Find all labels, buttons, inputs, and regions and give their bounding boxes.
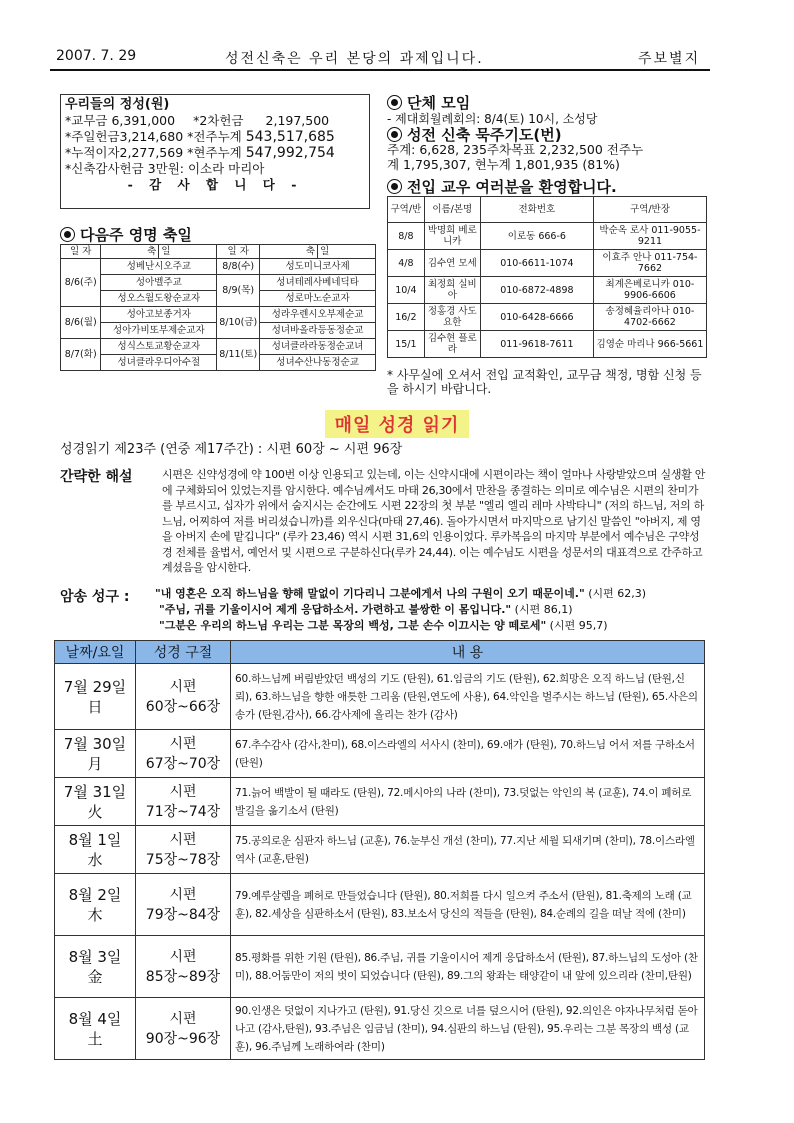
reading-row: 8월 2일 木 시편 79장~84장 79.예루살렘을 폐허로 만들었습니다 (탄원), 80.저희를 다시 일으켜 주소서 (탄원), 81.축제의 노래 (교훈), 82.세상을 심판하소서 (탄원), 83.보소서 당신의 적들을 (탄원), 84.순례의 길을 떠날 적에 (찬미) — [55, 874, 705, 936]
offering-special: *신축감사헌금 3만원: 이소라 마리아 — [65, 161, 265, 176]
radio-bullet-icon — [387, 127, 402, 142]
reading-table — [54, 640, 705, 1060]
feast-heading: 다음주 영명 축일 — [60, 224, 192, 245]
radio-bullet-icon — [60, 227, 75, 242]
prayer-heading: 성전 신축 묵주기도(번) — [387, 124, 562, 145]
explanation-label: 간략한 해설 — [60, 469, 133, 485]
reading-row: 8월 4일 土 시편 90장~96장 90.인생은 덧없이 지나가고 (탄원), 91.당신 깃으로 너를 덮으시어 (탄원), 92.의인은 야자나무처럼 돋아나고 (감사,탄원), 93.주님은 임금님 (찬미), 94.심판의 하느님 (탄원), 95.우리는 그분 목장의 백성 (교훈), 96.주님께 노래하여라 (찬미) — [55, 998, 705, 1060]
reading-row: 7월 30일 月 시편 67장~70장 67.추수감사 (감사,찬미), 68.이스라엘의 서사시 (찬미), 69.애가 (탄원), 70.하느님 어서 저를 구하소서 (탄원) — [55, 730, 705, 778]
welcome-note: * 사무실에 오셔서 전입 교적확인, 교무금 책정, 명함 신청 등을 하시기 바랍니다. — [387, 368, 702, 396]
reading-row: 7월 29일 日 시편 60장~66장 60.하느님께 버림받았던 백성의 기도 (탄원), 61.임금의 기도 (탄원), 62.희망은 오직 하느님 (탄원,신뢰), 63.하느님을 향한 애틋한 그리움 (탄원,연도에 사용), 64.악인을 벌주시는 하느님 (탄원), 65.사은의 송가 (탄원,감사), 66.감사제에 올리는 찬가 (감사) — [55, 664, 705, 730]
offering-thanks: - 감 사 합 니 다 - — [127, 177, 303, 192]
header-divider — [50, 69, 710, 71]
header-supplement: 주보별지 — [638, 51, 701, 67]
page-header — [50, 46, 710, 68]
radio-bullet-icon — [387, 179, 402, 194]
col-content: 내 용 — [231, 641, 705, 664]
header-date: 2007. 7. 29 — [56, 48, 137, 64]
prayer-text: 주계: 6,628, 235주차목표 2,232,500 전주누 계 1,795,307, 현누계 1,801,935 (81%) — [387, 142, 644, 172]
welcome-table: 구역/반 이름/본명 전화번호 구역/반장 8/8 박명희 베로니카 이로동 666-6 박순옥 로사 011-9055-9211 4/8 김수연 모세 010-6611-1074 이효주 안나 011-754-7662 10/4 최정희 실비아 010-6872-4898 최계은베로니카 010-9906-6606 16/2 정홍경 사도요한 010-6428-6666 송정혜율리아나 010-4702-6662 15/1 김수현 플로라 011-9618-7611 김영순 마리나 966-5661 — [387, 196, 707, 358]
welcome-row: 4/8 김수연 모세 010-6611-1074 이효주 안나 011-754-7662 — [388, 250, 707, 277]
offering-row: *주일헌금3,214,680 *전주누계 543,517,685 — [65, 129, 335, 145]
offering-row: *누적이자2,277,569 *현주누계 547,992,754 — [65, 145, 335, 161]
offering-row: *교무금 6,391,000 *2차헌금 2,197,500 — [65, 113, 330, 128]
welcome-row: 16/2 정홍경 사도요한 010-6428-6666 송정혜율리아나 010-4702-6662 — [388, 304, 707, 331]
group-line: - 제대회월례회의: 8/4(토) 10시, 소성당 — [387, 112, 598, 126]
memory-verses — [155, 586, 715, 634]
col-date: 날짜/요일 — [55, 641, 136, 664]
group-heading: 단체 모임 — [387, 92, 470, 113]
memory-verse: "내 영혼은 오직 하느님을 향해 말없이 기다리니 그분에게서 나의 구원이 오기 때문이네." (시편 62,3) — [155, 587, 647, 600]
welcome-row: 10/4 최정희 실비아 010-6872-4898 최계은베로니카 010-9906-6606 — [388, 277, 707, 304]
radio-bullet-icon — [387, 95, 402, 110]
reading-row: 7월 31일 火 시편 71장~74장 71.늙어 백발이 될 때라도 (탄원), 72.메시아의 나라 (찬미), 73.덧없는 악인의 복 (교훈), 74.이 폐허로 발길을 옮기소서 (탄원) — [55, 778, 705, 826]
col-passage: 성경 구절 — [136, 641, 231, 664]
reading-row: 8월 1일 水 시편 75장~78장 75.공의로운 심판자 하느님 (교훈), 76.눈부신 개선 (찬미), 77.지난 세월 되새기며 (찬미), 78.이스라엘 역사 (교훈,탄원) — [55, 826, 705, 874]
memory-verse: "주님, 귀를 기울이시어 제게 응답하소서. 가련하고 불쌍한 이 몸입니다." (시편 86,1) — [159, 603, 573, 616]
memory-label: 암송 성구 : — [60, 589, 130, 605]
header-title: 성전신축은 우리 본당의 과제입니다. — [225, 51, 484, 67]
offering-title: 우리들의 정성(원) — [65, 97, 170, 112]
welcome-row: 15/1 김수현 플로라 011-9618-7611 김영순 마리나 966-5661 — [388, 331, 707, 358]
welcome-row: 8/8 박명희 베로니카 이로동 666-6 박순옥 로사 011-9055-9211 — [388, 223, 707, 250]
welcome-heading: 전입 교우 여러분을 환영합니다. — [387, 176, 617, 197]
daily-title: 매일 성경 읽기 — [0, 410, 794, 438]
reading-row: 8월 3일 金 시편 85장~89장 85.평화를 위한 기원 (탄원), 86.주님, 귀를 기울이시어 제게 응답하소서 (탄원), 87.하느님의 도성아 (찬미), 88.어둠만이 저의 벗이 되었습니다 (탄원), 89.그의 왕좌는 태양같이 내 앞에 있으리라 (찬미,탄원) — [55, 936, 705, 998]
explanation-text: 시편은 신약성경에 약 100번 이상 인용되고 있는데, 이는 신약시대에 시편이라는 책이 얼마나 사랑받았으며 실생활 안에 구체화되어 있었는지를 암시한다. 예수님께서도 마태 26,30에서 만찬을 종결하는 의미로 예수님은 시편의 찬미가를 부르시고, 십자가 위에서 숨지시는 순간에도 시편 22장의 첫 부분 "엘리 엘리 레마 사박타니" (저의 하느님, 저의 하느님, 어찌하여 저를 버리셨습니까)를 외우신다(마태 27,46). 돌아가시면서 마지막으로 남기신 말씀인 "아버지, 제 영을 아버지 손에 맡깁니다" (루카 23,46) 역시 시편 31,6의 인용이었다. 루카복음의 마지막 부분에서 예수님은 구약성경 전체를 율법서, 예언서 및 시편으로 구분하신다(루카 24,44). 이는 예수님도 시편을 성문서의 대표격으로 간주하고 계셨음을 암시한다. — [162, 468, 706, 574]
daily-week: 성경읽기 제23주 (연중 제17주간) : 시편 60장 ~ 시편 96장 — [60, 442, 403, 457]
memory-verse: "그분은 우리의 하느님 우리는 그분 목장의 백성, 그분 손수 이끄시는 양 떼로세" (시편 95,7) — [159, 619, 608, 632]
feast-table: 일 자 축 일 일 자 축 일 8/6(주) 성베난시오주교 8/8(수) 성도미니코사제 성아벨주교 8/9(목) 성녀테레사베네딕타 성오스월도왕순교자 성로마노순교자 8/6(월) 성아고보종거자 8/10(금) 성라우렌시오부제순교 성아가비또부제순교자 성녀바올라등동정순교 8/7(화) 성식스토교황순교자 8/11(토) 성녀클라라동정순교녀 성녀클라우디아수절 성녀수산나동정순교 — [60, 244, 376, 371]
offering-box — [60, 94, 370, 209]
